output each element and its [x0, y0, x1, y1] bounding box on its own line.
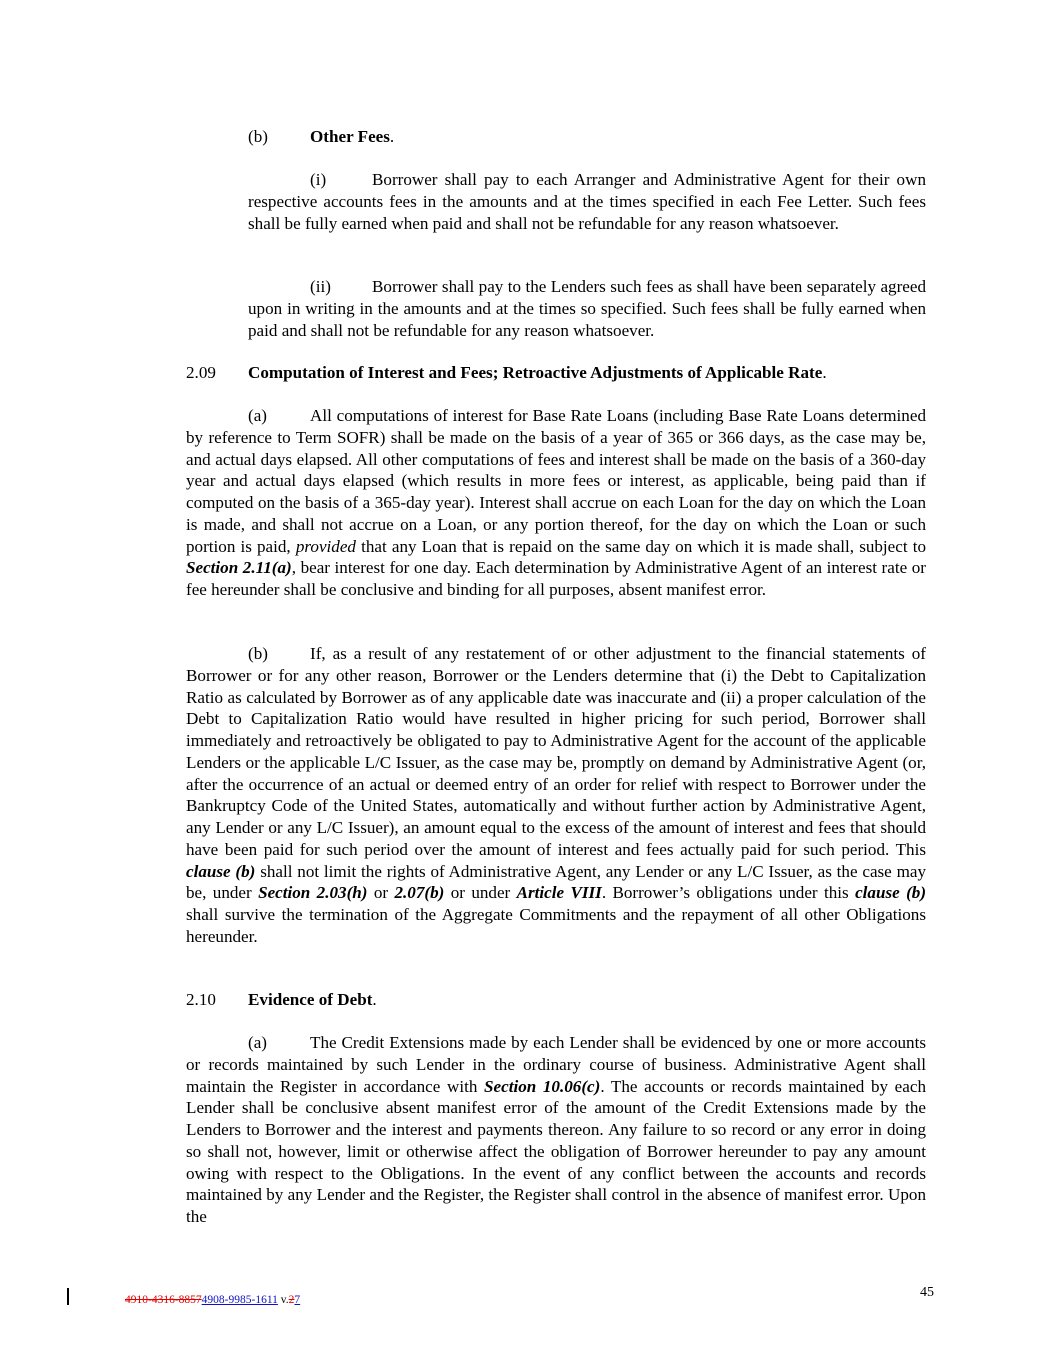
- other-fees-clause-ii: (ii) Borrower shall pay to the Lenders such fees as shall have been separately agreed upon in writing in the amounts and at the times so specified. Such fees shall be fully earned when paid and shall not be refundable for any reason whatsoever.: [248, 277, 926, 340]
- other-fees-heading: (b) Other Fees.: [248, 127, 395, 146]
- section-2-10-heading: 2.10 Evidence of Debt.: [186, 990, 377, 1009]
- cross-reference: Article VIII: [516, 883, 602, 903]
- change-bar: [67, 1288, 69, 1305]
- section-2-09-heading: 2.09 Computation of Interest and Fees; Retroactive Adjustments of Applicable Rate.: [186, 363, 827, 382]
- other-fees-clause-i: (i) Borrower shall pay to each Arranger and Administrative Agent for their own respective accounts fees in the amounts and at the times specified in each Fee Letter. Such fees shall be fully earned when paid and shall not be refundable for any reason whatsoever.: [248, 170, 926, 233]
- cross-reference: Section 10.06(c): [484, 1076, 601, 1096]
- cross-reference: Section 2.11(a): [186, 558, 292, 578]
- section-2-10-a: (a) The Credit Extensions made by each Lender shall be evidenced by one or more accounts or records maintained by such Lender in the ordinary course of business. Administrative Agent shall maintain the Register in accordance with Section 10.06(c). The accounts or records maintained by each Lender shall be conclusive absent manifest error of the amount of the Credit Extensions made by the Lenders to Borrower and the interest and payments thereon. Any failure to so record or any error in doing so shall not, however, limit or otherwise affect the obligation of Borrower hereunder to pay any amount owing with respect to the Obligations. In the event of any conflict between the accounts and records maintained by any Lender and the Register, the Register shall control in the absence of manifest error. Upon the: [186, 1033, 926, 1226]
- section-2-09-a: (a) All computations of interest for Base Rate Loans (including Base Rate Loans determined by reference to Term SOFR) shall be made on the basis of a year of 365 or 366 days, as the case may be, and actual days elapsed. All other computations of fees and interest shall be made on the basis of a 360-day year and actual days elapsed (which results in more fees or interest, as applicable, being paid than if computed on the basis of a 365-day year). Interest shall accrue on each Loan for the day on which the Loan is made, and shall not accrue on a Loan, or any portion thereof, for the day on which the Loan or such portion is paid, provided that any Loan that is repaid on the same day on which it is made shall, subject to Section 2.11(a), bear interest for one day. Each determination by Administrative Agent of an interest rate or fee hereunder shall be conclusive and binding for all purposes, absent manifest error.: [186, 406, 927, 599]
- cross-reference: clause (b): [855, 883, 927, 903]
- cross-reference: 2.07(b): [394, 883, 445, 903]
- cross-reference: Section 2.03(h): [258, 883, 368, 903]
- page-number: 45: [920, 1285, 934, 1300]
- deleted-version: 2: [288, 1294, 295, 1306]
- cross-reference: clause (b): [186, 861, 256, 881]
- document-id: 4910-4316-88574908-9985-1611 v.27: [125, 1294, 301, 1306]
- deleted-doc-id: 4910-4316-8857: [125, 1294, 202, 1306]
- section-2-09-b: (b) If, as a result of any restatement of or other adjustment to the financial statements of Borrower or for any other reason, Borrower or the Lenders determine that (i) the Debt to Capitalization Ratio as calculated by Borrower as of any applicable date was inaccurate and (ii) a proper calculation of the Debt to Capitalization Ratio would have resulted in higher pricing for such period, Borrower shall immediately and retroactively be obligated to pay to Administrative Agent for the account of the applicable Lenders or the applicable L/C Issuer, as the case may be, promptly on demand by Administrative Agent (or, after the occurrence of an actual or deemed entry of an order for relief with respect to Borrower under the Bankruptcy Code of the United States, automatically and without further action by Administrative Agent, any Lender or any L/C Issuer), an amount equal to the excess of the amount of interest and fees that should have been paid for such period over the amount of interest and fees actually paid for such period. This clause (b) shall not limit the rights of Administrative Agent, any Lender or any L/C Issuer, as the case may be, under Section 2.03(h) or 2.07(b) or under Article VIII. Borrower’s obligations under this clause (b) shall survive the termination of the Aggregate Commitments and the repayment of all other Obligations hereunder.: [186, 644, 927, 946]
- inserted-version: 7: [294, 1294, 301, 1306]
- inserted-doc-id: 4908-9985-1611: [201, 1294, 278, 1306]
